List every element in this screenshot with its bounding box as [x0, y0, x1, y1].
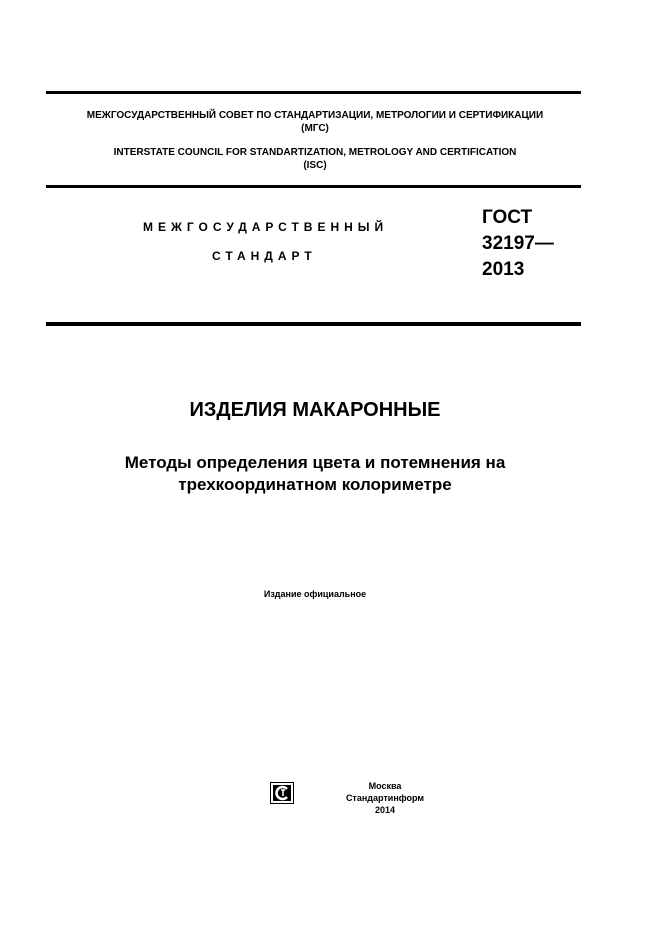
- document-title: ИЗДЕЛИЯ МАКАРОННЫЕ: [189, 399, 441, 421]
- council-en-line1: INTERSTATE COUNCIL FOR STANDARTIZATION, METROLOGY AND CERTIFICATION: [113, 147, 517, 158]
- standard-divider: [46, 322, 581, 326]
- document-subtitle-line2: трехкоординатном колориметре: [178, 475, 452, 494]
- edition-label: Издание официальное: [263, 589, 367, 599]
- top-rule: [46, 91, 581, 94]
- council-ru-line1: МЕЖГОСУДАРСТВЕННЫЙ СОВЕТ ПО СТАНДАРТИЗАЦИИ, МЕТРОЛОГИИ И СЕРТИФИКАЦИИ: [86, 110, 544, 121]
- publisher-name: Стандартинформ: [345, 793, 425, 803]
- publisher-city: Москва: [368, 781, 402, 791]
- gost-code: [482, 205, 602, 283]
- standard-type-line2: СТАНДАРТ: [212, 249, 317, 263]
- gost-code-line2: 32197—: [482, 233, 554, 254]
- council-en-line2: (ISC): [303, 160, 327, 171]
- header-divider: [46, 185, 581, 188]
- document-subtitle-line1: Методы определения цвета и потемнения на: [124, 453, 506, 472]
- publisher-year: 2014: [374, 805, 396, 815]
- council-ru-line2: (МГС): [301, 123, 329, 134]
- standartinform-logo-icon: [270, 782, 294, 804]
- gost-code-line1: ГОСТ: [482, 207, 533, 228]
- gost-code-line3: 2013: [482, 259, 525, 280]
- standard-type-line1: МЕЖГОСУДАРСТВЕННЫЙ: [143, 220, 389, 234]
